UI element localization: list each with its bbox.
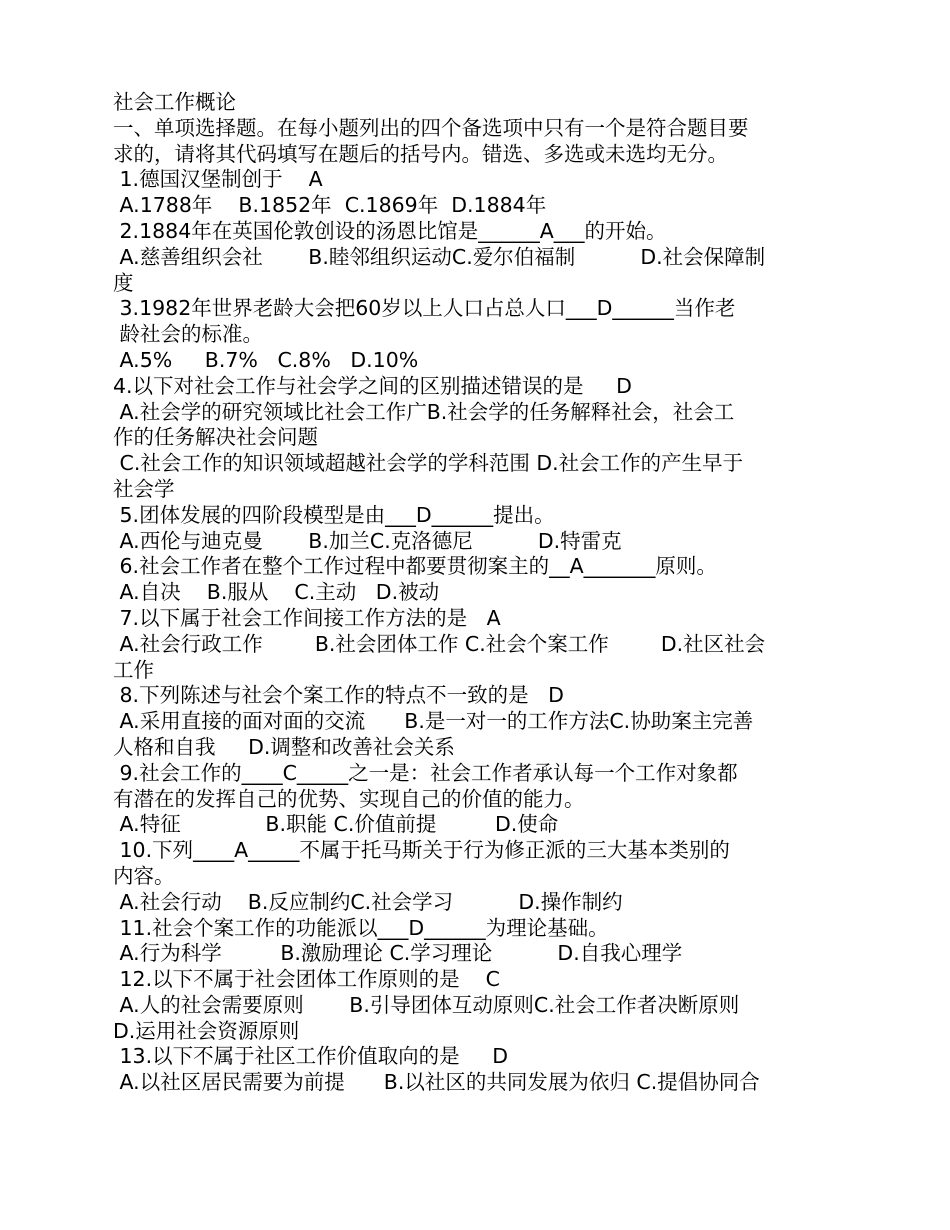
question-4-options-continued: 作的任务解决社会问题 xyxy=(113,425,318,450)
question-7-options: A.社会行政工作 B.社会团体工作 C.社会个案工作 D.社区社会 xyxy=(113,631,766,656)
question-13: 13.以下不属于社区工作价值取向的是 D xyxy=(113,1044,508,1069)
question-6-options: A.自决 B.服从 C.主动 D.被动 xyxy=(113,580,440,605)
question-7: 7.以下属于社会工作间接工作方法的是 A xyxy=(113,605,501,630)
question-2-options-continued: 度 xyxy=(113,270,134,295)
question-10: 10.下列____A_____不属于托马斯关于行为修正派的三大基本类别的 xyxy=(113,838,730,863)
question-2: 2.1884年在英国伦敦创设的汤恩比馆是______A___的开始。 xyxy=(113,218,667,243)
question-11: 11.社会个案工作的功能派以___D______为理论基础。 xyxy=(113,915,609,940)
question-8: 8.下列陈述与社会个案工作的特点不一致的是 D xyxy=(113,683,564,708)
question-1: 1.德国汉堡制创于 A xyxy=(113,167,323,192)
question-4-options-2: C.社会工作的知识领域超越社会学的学科范围 D.社会工作的产生早于 xyxy=(113,451,744,476)
question-9-continued: 有潜在的发挥自己的优势、实现自己的价值的能力。 xyxy=(113,786,585,811)
question-3-continued: 龄社会的标准。 xyxy=(113,322,264,347)
question-1-options: A.1788年 B.1852年 C.1869年 D.1884年 xyxy=(113,193,547,218)
question-9-options: A.特征 B.职能 C.价值前提 D.使命 xyxy=(113,812,559,837)
question-8-options-continued: 人格和自我 D.调整和改善社会关系 xyxy=(113,734,455,759)
question-7-options-continued: 工作 xyxy=(113,657,154,682)
question-3-options: A.5% B.7% C.8% D.10% xyxy=(113,347,419,372)
question-11-options: A.行为科学 B.激励理论 C.学习理论 D.自我心理学 xyxy=(113,941,683,966)
question-8-options: A.采用直接的面对面的交流 B.是一对一的工作方法C.协助案主完善 xyxy=(113,709,754,734)
question-4: 4.以下对社会工作与社会学之间的区别描述错误的是 D xyxy=(113,373,632,398)
question-10-continued: 内容。 xyxy=(113,863,175,888)
question-6: 6.社会工作者在整个工作过程中都要贯彻案主的__A_______原则。 xyxy=(113,554,717,579)
question-5-options: A.西伦与迪克曼 B.加兰C.克洛德尼 D.特雷克 xyxy=(113,528,622,553)
question-2-options: A.慈善组织会社 B.睦邻组织运动C.爱尔伯福制 D.社会保障制 xyxy=(113,244,766,269)
question-5: 5.团体发展的四阶段模型是由___D______提出。 xyxy=(113,502,555,527)
question-12-options-continued: D.运用社会资源原则 xyxy=(113,1018,300,1043)
question-10-options: A.社会行动 B.反应制约C.社会学习 D.操作制约 xyxy=(113,889,623,914)
section-heading: 一、单项选择题。在每小题列出的四个备选项中只有一个是符合题目要 xyxy=(113,115,749,140)
section-heading-continued: 求的，请将其代码填写在题后的括号内。错选、多选或未选均无分。 xyxy=(113,141,728,166)
question-4-options: A.社会学的研究领域比社会工作广B.社会学的任务解释社会，社会工 xyxy=(113,399,735,424)
question-4-options-2-continued: 社会学 xyxy=(113,476,175,501)
question-9: 9.社会工作的____C_____之一是：社会工作者承认每一个工作对象都 xyxy=(113,760,738,785)
question-12-options: A.人的社会需要原则 B.引导团体互动原则C.社会工作者决断原则 xyxy=(113,992,740,1017)
document-title: 社会工作概论 xyxy=(113,90,236,114)
document-text xyxy=(113,90,843,1096)
question-3: 3.1982年世界老龄大会把60岁以上人口占总人口___D______当作老 xyxy=(113,296,736,321)
question-12: 12.以下不属于社会团体工作原则的是 C xyxy=(113,967,500,992)
question-13-options: A.以社区居民需要为前提 B.以社区的共同发展为依归 C.提倡协同合 xyxy=(113,1070,760,1095)
